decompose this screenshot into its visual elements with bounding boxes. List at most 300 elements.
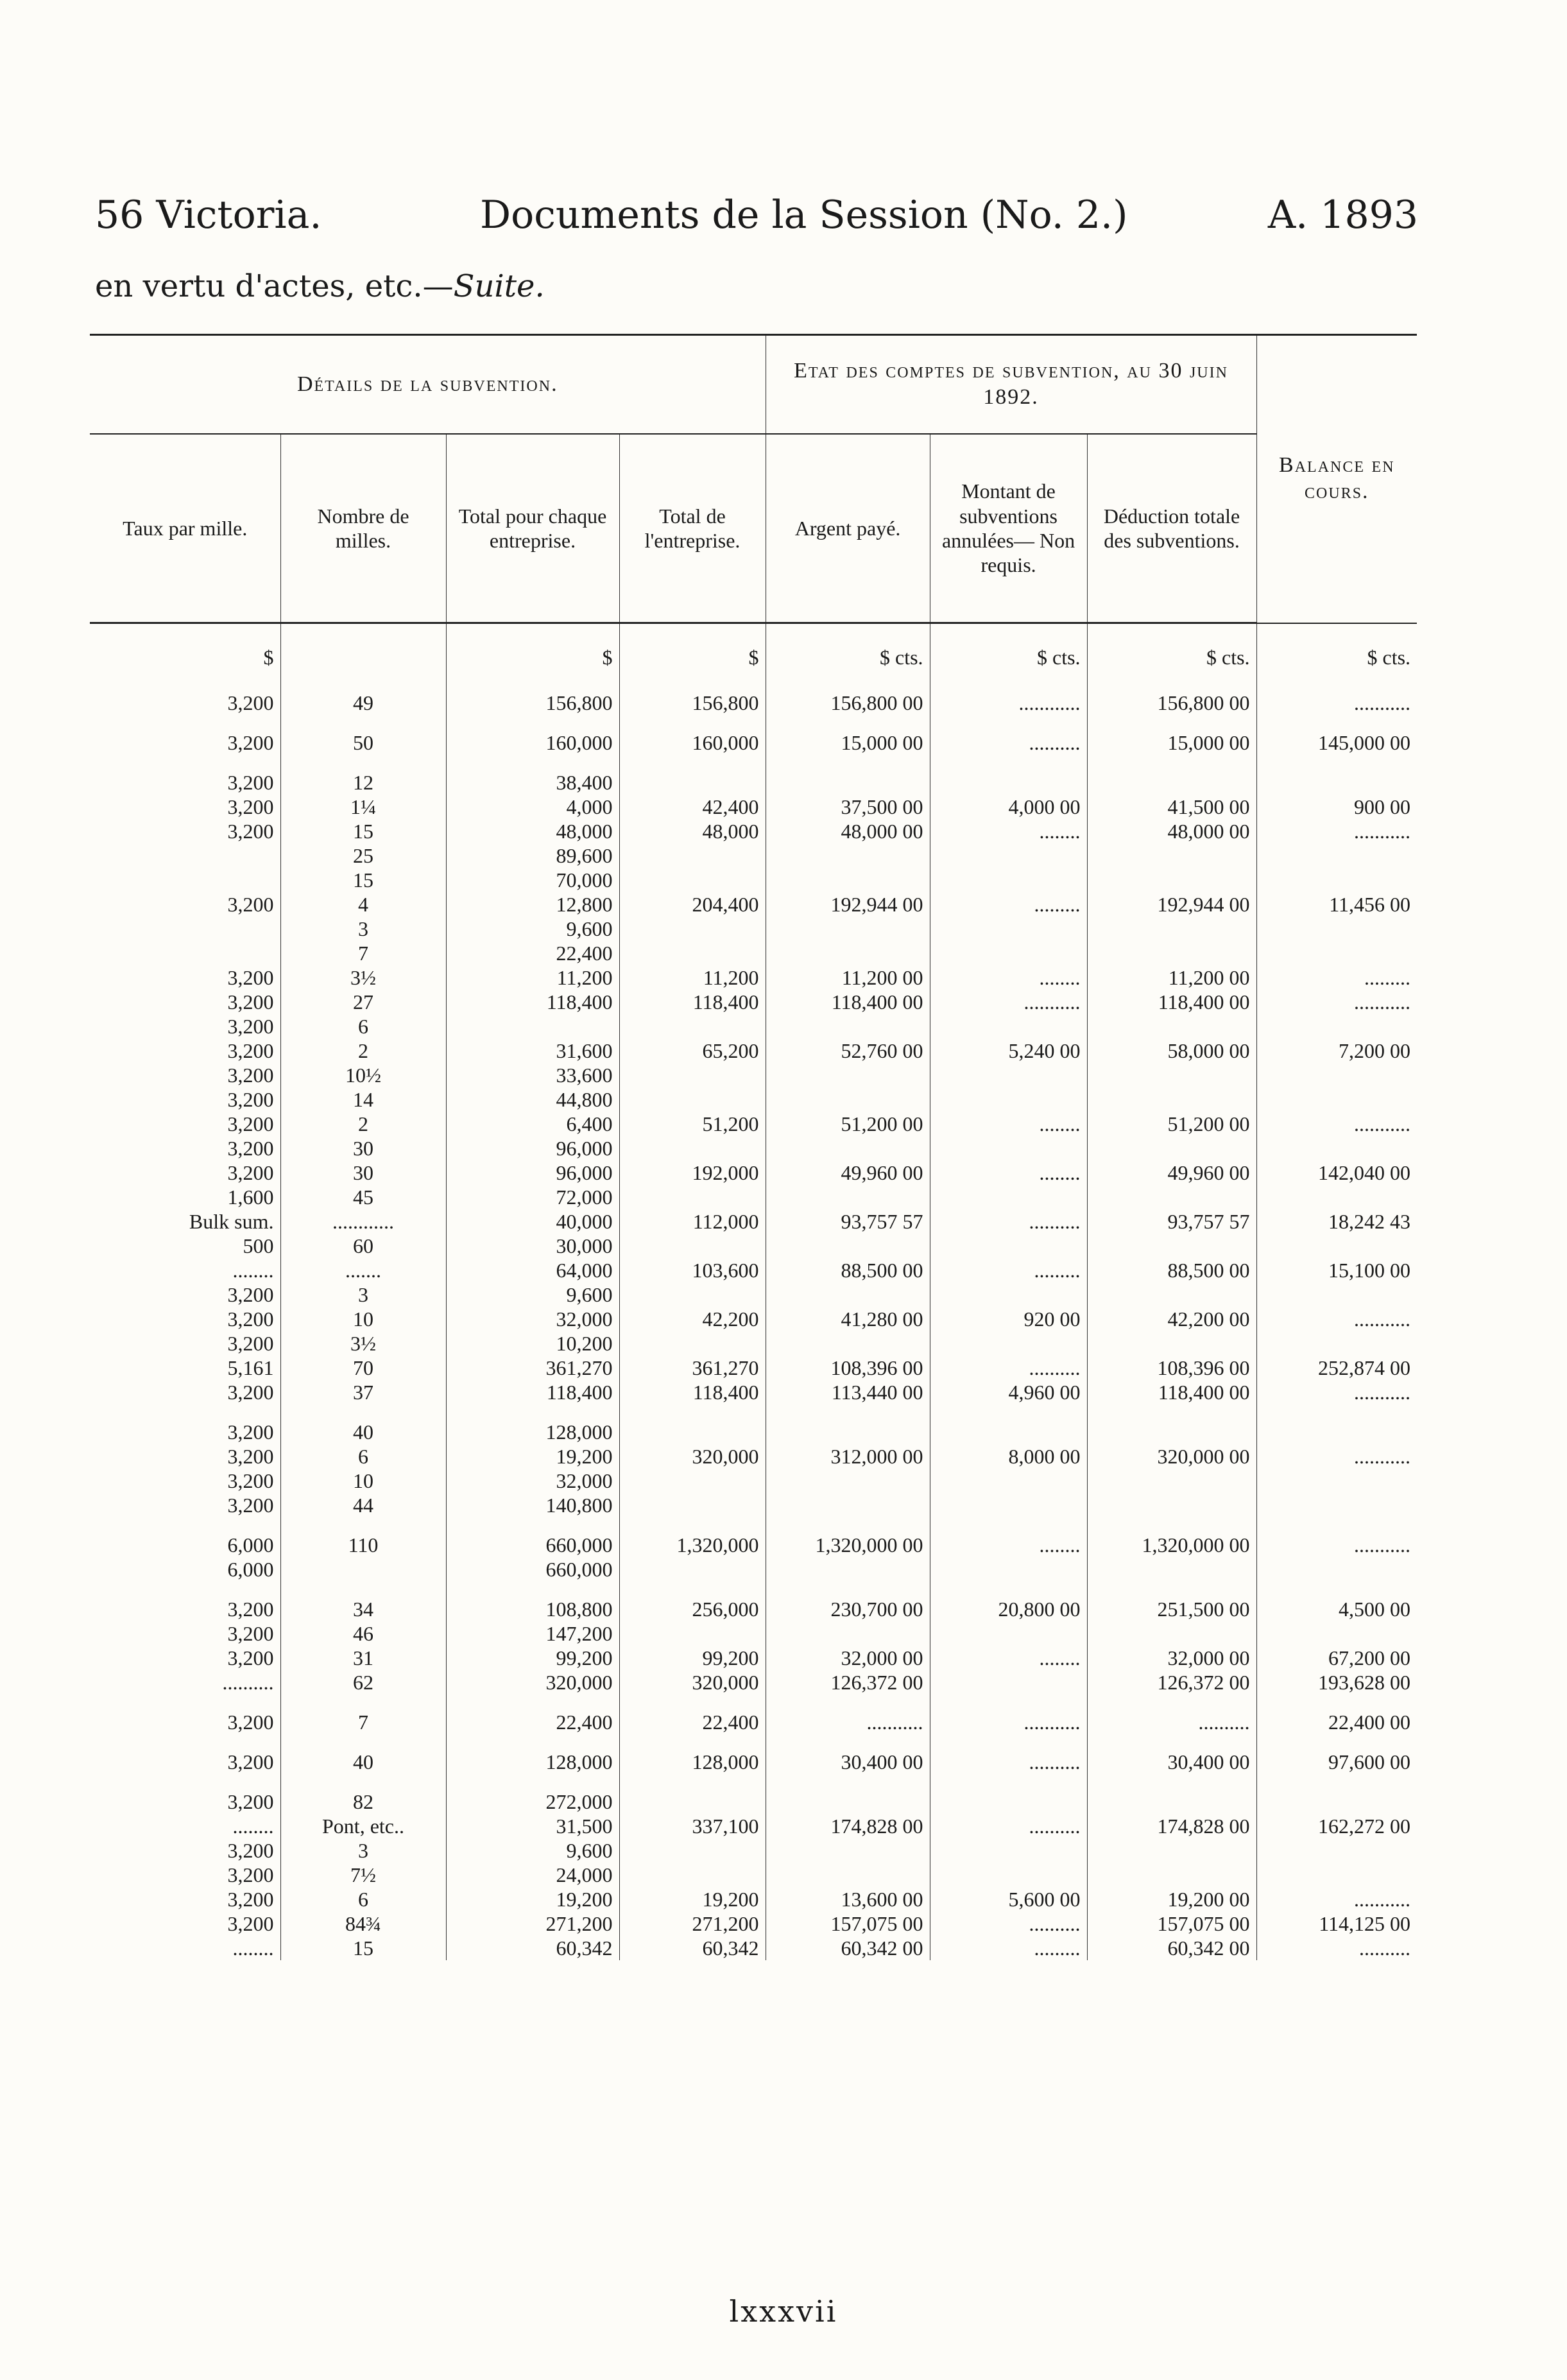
table-cell: .......... [930, 1814, 1087, 1838]
table-cell: 500 [243, 1234, 274, 1257]
table-body [90, 623, 1417, 1961]
spacer-cell [446, 1734, 619, 1750]
table-cell: 3,200 [227, 1161, 274, 1184]
table-cell [766, 1136, 930, 1160]
table-cell [930, 868, 1087, 892]
table-cell [90, 868, 280, 892]
table-cell: 20,800 00 [930, 1597, 1087, 1621]
table-cell: 41,280 00 [766, 1307, 930, 1331]
table-cell [1256, 1014, 1417, 1039]
table-cell: 320,000 [446, 1670, 619, 1694]
table-row [90, 1063, 1417, 1087]
spacer-cell [1256, 1734, 1417, 1750]
table-row [90, 1789, 1417, 1814]
nombre-header: Nombre de milles. [280, 434, 446, 623]
table-cell: 361,270 [446, 1356, 619, 1380]
table-cell: 51,200 00 [1087, 1112, 1256, 1136]
table-row [90, 868, 1417, 892]
table-cell: 3½ [280, 965, 446, 990]
spacer-cell [280, 1517, 446, 1533]
table-cell: 15,000 00 [766, 730, 930, 755]
table-cell: 6 [280, 1887, 446, 1911]
table-cell: 147,200 [446, 1621, 619, 1646]
spacer-cell [90, 1517, 280, 1533]
table-cell: ......... [930, 892, 1087, 917]
table-cell: ........... [766, 1710, 930, 1734]
spacer-cell [446, 1517, 619, 1533]
table-cell: 62 [280, 1670, 446, 1694]
table-cell: 118,400 00 [1087, 1380, 1256, 1404]
table-cell [619, 1557, 766, 1582]
row-spacer [90, 1694, 1417, 1710]
group-etat-header: Etat des comptes de subvention, au 30 juin 1892. [766, 335, 1256, 435]
table-cell: 3,200 [227, 1839, 274, 1862]
table-cell [930, 1282, 1087, 1307]
table-row [90, 1087, 1417, 1112]
unit-cell: $ [446, 623, 619, 691]
table-cell [766, 1014, 930, 1039]
spacer-cell [766, 1517, 930, 1533]
taux-header: Taux par mille. [90, 434, 280, 623]
table-cell: ........ [232, 1815, 274, 1838]
table-cell [1087, 868, 1256, 892]
table-cell: 6,400 [446, 1112, 619, 1136]
table-cell [1256, 1469, 1417, 1493]
table-cell [930, 1014, 1087, 1039]
table-cell [1087, 1863, 1256, 1887]
table-cell [1087, 917, 1256, 941]
table-cell: 3,200 [227, 1646, 274, 1669]
table-row [90, 819, 1417, 843]
table-cell: ........... [1256, 819, 1417, 843]
table-cell: ........... [930, 1710, 1087, 1734]
table-row [90, 1493, 1417, 1517]
table-cell: 118,400 [619, 1380, 766, 1404]
table-cell: 110 [280, 1533, 446, 1557]
table-cell: 3,200 [227, 1469, 274, 1492]
table-cell [766, 1420, 930, 1444]
table-cell: 11,200 00 [766, 965, 930, 990]
table-cell: 96,000 [446, 1136, 619, 1160]
table-cell: 60 [280, 1234, 446, 1258]
table-cell [930, 1087, 1087, 1112]
table-cell: 58,000 00 [1087, 1039, 1256, 1063]
table-cell [766, 1469, 930, 1493]
table-cell [1256, 1420, 1417, 1444]
table-cell: 41,500 00 [1087, 795, 1256, 819]
table-cell: 60,342 00 [766, 1936, 930, 1960]
table-cell: 3,200 [227, 1039, 274, 1062]
table-cell: 3,200 [227, 966, 274, 989]
table-cell [930, 1493, 1087, 1517]
table-cell: 140,800 [446, 1493, 619, 1517]
table-cell: 12,800 [446, 892, 619, 917]
table-cell: 157,075 00 [1087, 1911, 1256, 1936]
table-cell: 3,200 [227, 1750, 274, 1773]
table-cell [930, 843, 1087, 868]
spacer-cell [766, 1694, 930, 1710]
table-cell [1256, 1234, 1417, 1258]
table-cell: 118,400 00 [1087, 990, 1256, 1014]
table-cell: 50 [280, 730, 446, 755]
argent-header: Argent payé. [766, 434, 930, 623]
unit-cell: $ [619, 623, 766, 691]
table-cell: ......... [1256, 965, 1417, 990]
spacer-cell [1256, 1517, 1417, 1533]
table-cell: 64,000 [446, 1258, 619, 1282]
table-cell: 15 [280, 868, 446, 892]
table-cell: 337,100 [619, 1814, 766, 1838]
table-cell: 11,200 [619, 965, 766, 990]
table-cell [619, 1863, 766, 1887]
spacer-cell [930, 755, 1087, 770]
table-cell: 19,200 [446, 1444, 619, 1469]
table-cell: 256,000 [619, 1597, 766, 1621]
table-cell: 51,200 [619, 1112, 766, 1136]
table-cell: 3,200 [227, 1332, 274, 1355]
table-cell: 7½ [280, 1863, 446, 1887]
spacer-cell [619, 715, 766, 730]
table-cell [766, 1331, 930, 1356]
table-cell: 31,600 [446, 1039, 619, 1063]
table-cell: 40 [280, 1420, 446, 1444]
table-cell [766, 1863, 930, 1887]
table-cell: 37 [280, 1380, 446, 1404]
table-row [90, 795, 1417, 819]
table-row [90, 1863, 1417, 1887]
table-cell: 3,200 [227, 1622, 274, 1645]
table-cell: 113,440 00 [766, 1380, 930, 1404]
table-cell: 11,200 00 [1087, 965, 1256, 990]
table-cell [1256, 1863, 1417, 1887]
table-row [90, 917, 1417, 941]
table-cell [766, 917, 930, 941]
table-cell [930, 1420, 1087, 1444]
table-cell: 44,800 [446, 1087, 619, 1112]
table-cell [1256, 1136, 1417, 1160]
subtitle-text: en vertu d'actes, etc.— [95, 268, 454, 304]
table-cell: 32,000 [446, 1307, 619, 1331]
spacer-cell [90, 1734, 280, 1750]
row-spacer [90, 1404, 1417, 1420]
table-cell [90, 941, 280, 965]
table-cell: 3,200 [227, 1307, 274, 1331]
table-row [90, 1136, 1417, 1160]
table-row [90, 1185, 1417, 1209]
table-cell [766, 1063, 930, 1087]
table-cell: ........... [1256, 1380, 1417, 1404]
table-cell: 24,000 [446, 1863, 619, 1887]
table-cell [1087, 1493, 1256, 1517]
table-cell: 4,960 00 [930, 1380, 1087, 1404]
spacer-cell [90, 1404, 280, 1420]
table-cell: 204,400 [619, 892, 766, 917]
table-cell: 70,000 [446, 868, 619, 892]
table-row [90, 1380, 1417, 1404]
table-cell: 19,200 [446, 1887, 619, 1911]
table-cell: 3½ [280, 1331, 446, 1356]
table-cell: .......... [1087, 1710, 1256, 1734]
table-cell [766, 1789, 930, 1814]
table-row [90, 1621, 1417, 1646]
table-row [90, 1670, 1417, 1694]
table-cell: 108,396 00 [1087, 1356, 1256, 1380]
table-cell: ........ [930, 1646, 1087, 1670]
table-cell [446, 1014, 619, 1039]
table-cell: 142,040 00 [1256, 1160, 1417, 1185]
spacer-cell [1256, 715, 1417, 730]
table-cell: 3,200 [227, 795, 274, 818]
table-cell: 156,800 [619, 691, 766, 715]
table-cell: 3,200 [227, 990, 274, 1013]
table-cell: 4,500 00 [1256, 1597, 1417, 1621]
table-cell [619, 1087, 766, 1112]
spacer-cell [930, 1517, 1087, 1533]
table-cell: ........... [1256, 990, 1417, 1014]
table-cell [1087, 1469, 1256, 1493]
table-cell: .......... [1256, 1936, 1417, 1960]
spacer-cell [280, 755, 446, 770]
table-cell: 118,400 [446, 990, 619, 1014]
table-cell: 900 00 [1256, 795, 1417, 819]
table-cell [1256, 868, 1417, 892]
table-cell: 30 [280, 1136, 446, 1160]
spacer-cell [1087, 1517, 1256, 1533]
spacer-cell [766, 1582, 930, 1597]
table-cell [1256, 1087, 1417, 1112]
table-cell [1256, 1789, 1417, 1814]
table-cell [1087, 1063, 1256, 1087]
table-cell [619, 1493, 766, 1517]
table-cell: 44 [280, 1493, 446, 1517]
spacer-cell [90, 755, 280, 770]
table-cell [619, 868, 766, 892]
table-row [90, 770, 1417, 795]
table-cell [766, 1838, 930, 1863]
table-cell [930, 1136, 1087, 1160]
table-cell: 6,000 [227, 1533, 274, 1556]
table-cell [1087, 1282, 1256, 1307]
table-cell: 4,000 00 [930, 795, 1087, 819]
table-cell: Bulk sum. [189, 1210, 274, 1233]
table-cell: 3,200 [227, 1912, 274, 1935]
table-cell [766, 770, 930, 795]
table-cell: .......... [930, 1209, 1087, 1234]
table-cell: 10½ [280, 1063, 446, 1087]
table-row [90, 1209, 1417, 1234]
table-cell [1256, 843, 1417, 868]
table-row [90, 1838, 1417, 1863]
table-cell: 84¾ [280, 1911, 446, 1936]
balance-header: Balance en cours. [1256, 335, 1417, 623]
table-cell: ........... [930, 990, 1087, 1014]
table-cell [619, 843, 766, 868]
table-cell: 60,342 [446, 1936, 619, 1960]
table-cell: 108,800 [446, 1597, 619, 1621]
table-row [90, 1814, 1417, 1838]
table-cell: 30 [280, 1160, 446, 1185]
session-header-left: 56 Victoria. [95, 193, 322, 237]
table-cell: 4 [280, 892, 446, 917]
table-cell [1256, 1621, 1417, 1646]
table-cell: 118,400 [619, 990, 766, 1014]
table-cell: 7 [280, 941, 446, 965]
table-cell: 3,200 [227, 1598, 274, 1621]
table-cell [1256, 1282, 1417, 1307]
montant-header: Montant de subventions annulées— Non requis. [930, 434, 1087, 623]
unit-cell: $ [263, 646, 274, 669]
table-cell [930, 1557, 1087, 1582]
table-cell: 33,600 [446, 1063, 619, 1087]
table-cell [766, 868, 930, 892]
table-row [90, 1112, 1417, 1136]
spacer-cell [1087, 1774, 1256, 1789]
table-cell: 3,200 [227, 1088, 274, 1111]
table-cell: 5,600 00 [930, 1887, 1087, 1911]
table-cell: 30,400 00 [1087, 1750, 1256, 1774]
table-cell: ........ [930, 1160, 1087, 1185]
table-cell [619, 917, 766, 941]
spacer-cell [930, 1694, 1087, 1710]
table-cell: 252,874 00 [1256, 1356, 1417, 1380]
table-cell: 3,200 [227, 731, 274, 754]
table-cell: 3,200 [227, 1863, 274, 1886]
table-cell: 15 [280, 1936, 446, 1960]
table-cell [1087, 1621, 1256, 1646]
table-row [90, 1887, 1417, 1911]
table-cell: 3,200 [227, 1711, 274, 1734]
table-cell [930, 1469, 1087, 1493]
spacer-cell [619, 1734, 766, 1750]
table-cell: 192,944 00 [766, 892, 930, 917]
spacer-cell [930, 715, 1087, 730]
table-cell: 3,200 [227, 1015, 274, 1038]
table-cell: 19,200 [619, 1887, 766, 1911]
table-cell: 2 [280, 1039, 446, 1063]
table-cell: 126,372 00 [766, 1670, 930, 1694]
table-cell [619, 1789, 766, 1814]
table-cell: 82 [280, 1789, 446, 1814]
table-cell: 3,200 [227, 691, 274, 714]
table-cell: ......... [930, 1258, 1087, 1282]
spacer-cell [619, 1694, 766, 1710]
table-row [90, 1469, 1417, 1493]
table-cell: 15,000 00 [1087, 730, 1256, 755]
table-row [90, 1258, 1417, 1282]
table-cell [766, 1234, 930, 1258]
subtitle-suite: Suite. [453, 268, 545, 304]
table-cell: 230,700 00 [766, 1597, 930, 1621]
table-cell: ........... [1256, 691, 1417, 715]
table-cell: 3 [280, 1282, 446, 1307]
table-cell: 145,000 00 [1256, 730, 1417, 755]
table-cell: 1,320,000 00 [1087, 1533, 1256, 1557]
table-cell: 52,760 00 [766, 1039, 930, 1063]
table-cell: 88,500 00 [766, 1258, 930, 1282]
spacer-cell [90, 1582, 280, 1597]
table-cell [1256, 770, 1417, 795]
table-cell [1087, 941, 1256, 965]
table-cell: .......... [930, 1750, 1087, 1774]
spacer-cell [280, 1694, 446, 1710]
table-cell [1256, 917, 1417, 941]
table-cell: 88,500 00 [1087, 1258, 1256, 1282]
table-cell [1256, 1493, 1417, 1517]
table-cell [619, 1282, 766, 1307]
table-cell: 27 [280, 990, 446, 1014]
table-cell: 48,000 00 [766, 819, 930, 843]
table-cell: ........... [1256, 1444, 1417, 1469]
table-row [90, 1282, 1417, 1307]
table-cell: 13,600 00 [766, 1887, 930, 1911]
spacer-cell [446, 1694, 619, 1710]
table-cell [930, 1863, 1087, 1887]
spacer-cell [1087, 1734, 1256, 1750]
table-cell: 118,400 [446, 1380, 619, 1404]
table-cell: 15 [280, 819, 446, 843]
table-cell [619, 1014, 766, 1039]
table-cell: 60,342 00 [1087, 1936, 1256, 1960]
table-cell [1087, 1185, 1256, 1209]
table-cell [1256, 941, 1417, 965]
spacer-cell [280, 1734, 446, 1750]
table-cell: 312,000 00 [766, 1444, 930, 1469]
table-cell: 93,757 57 [1087, 1209, 1256, 1234]
table-cell: 128,000 [619, 1750, 766, 1774]
spacer-cell [766, 1774, 930, 1789]
table-cell: 128,000 [446, 1750, 619, 1774]
table-cell: 1,320,000 00 [766, 1533, 930, 1557]
table-row [90, 1331, 1417, 1356]
spacer-cell [90, 1694, 280, 1710]
table-cell: 9,600 [446, 1838, 619, 1863]
table-row [90, 990, 1417, 1014]
table-cell: 99,200 [619, 1646, 766, 1670]
table-cell: 114,125 00 [1256, 1911, 1417, 1936]
spacer-cell [1087, 755, 1256, 770]
table-cell: 48,000 00 [1087, 819, 1256, 843]
spacer-cell [446, 1774, 619, 1789]
table-cell [619, 941, 766, 965]
table-cell: ....... [280, 1258, 446, 1282]
table-cell [1256, 1331, 1417, 1356]
table-cell: 108,396 00 [766, 1356, 930, 1380]
table-cell: 103,600 [619, 1258, 766, 1282]
table-cell [930, 1331, 1087, 1356]
table-cell [90, 843, 280, 868]
table-cell: 7,200 00 [1256, 1039, 1417, 1063]
unit-cell: $ cts. [930, 623, 1087, 691]
unit-cell: $ cts. [766, 623, 930, 691]
table-cell: 5,240 00 [930, 1039, 1087, 1063]
spacer-cell [619, 1404, 766, 1420]
table-cell: 31 [280, 1646, 446, 1670]
table-cell: 3,200 [227, 820, 274, 843]
table-row [90, 965, 1417, 990]
table-cell: Pont, etc.. [280, 1814, 446, 1838]
row-spacer [90, 1582, 1417, 1597]
table-cell: 320,000 [619, 1670, 766, 1694]
table-cell: 10 [280, 1469, 446, 1493]
table-row [90, 691, 1417, 715]
table-cell [766, 1087, 930, 1112]
spacer-cell [446, 715, 619, 730]
table-cell: ........... [1256, 1112, 1417, 1136]
table-cell [1087, 770, 1256, 795]
table-row [90, 1911, 1417, 1936]
spacer-cell [446, 1404, 619, 1420]
table-row [90, 1533, 1417, 1557]
